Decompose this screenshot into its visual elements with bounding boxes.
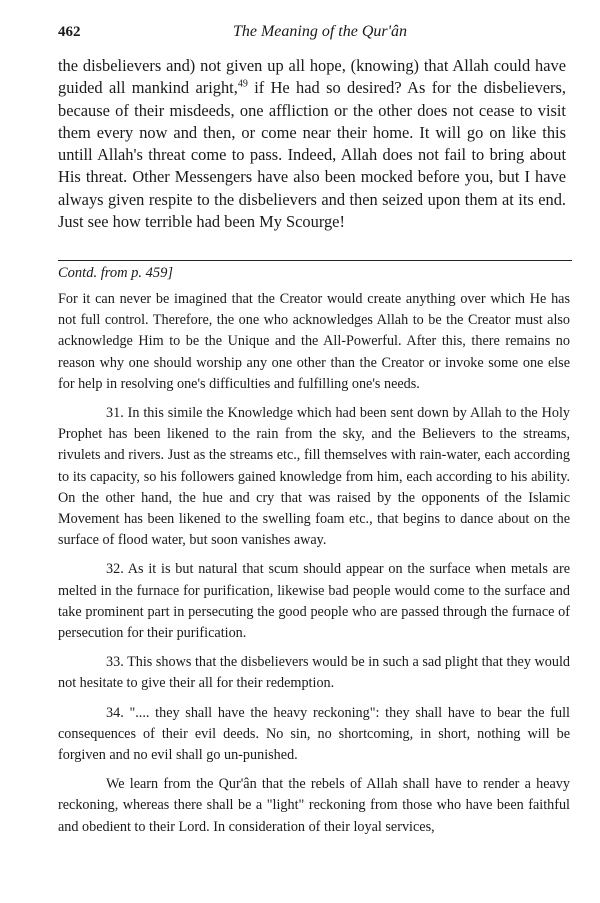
note-paragraph: We learn from the Qur'ân that the rebels of Allah shall have to render a heavy reckoning, whereas there shall be a "light" reckoning from those who have been faithful and obedient to their Lord. In consideration of their loyal services, (58, 776, 570, 835)
running-title: The Meaning of the Qur'ân (232, 23, 408, 40)
main-text-part-2: if He had so desired? As for the disbelievers, because of their misdeeds, one affliction or the other does not cease to visit them every now and then, or come near their home. It will go on like this untill Allah's threat come to pass. Indeed, Allah does not fail to bring about His threat. Other Messengers have also been mocked before you, but I have always given respite to the disbelievers and then seized upon them at its end. Just see how terrible had been My Scourge! (58, 78, 566, 232)
note-34: 34. ".... they shall have the heavy reckoning": they shall have to bear the full consequences of their evil deeds. No sin, no shortcoming, in short, nothing will be forgiven and no evil shall go un-punished. (58, 704, 570, 764)
note-paragraph: For it can never be imagined that the Creator would create anything over which He has not full control. Therefore, the one who acknowledges Allah to be the Creator must also acknowledge Him to be the Unique and the All-Powerful. After this, there remains no reason why one should worship any one other than the Creator or invoke some one else for help in resolving one's difficulties and fulfilling one's needs. (58, 291, 570, 392)
note-32: 32. As it is but natural that scum should appear on the surface when metals are melted in the furnace for purification, likewise bad people would come to the surface and take prominent part in persecuting the good people who are passed through the furnace of persecution for their purification. (58, 561, 570, 642)
continued-label: Contd. from p. 459] (58, 265, 174, 281)
footnote-reference: 49 (237, 78, 248, 90)
footnote-divider (58, 260, 572, 261)
page-number: 462 (58, 24, 81, 40)
main-text (58, 55, 566, 233)
note-33: 33. This shows that the disbelievers would be in such a sad plight that they would not hesitate to give their all for their redemption. (58, 654, 570, 692)
commentary-notes (58, 289, 570, 846)
note-31: 31. In this simile the Knowledge which had been sent down by Allah to the Holy Prophet has been likened to the rain from the sky, and the Believers to the streams, rivulets and rivers. Just as the streams etc., fill themselves with rain-water, each according to its capacity, so his followers gained knowledge from him, each according to his ability. On the other hand, the hue and cry that was raised by the opponents of the Islamic Movement has been likened to the swelling foam etc., that begins to dance about on the surface of flood water, but soon vanishes away. (58, 405, 570, 549)
main-text-part-1: the disbelievers and) not given up all hope, (knowing) that Allah could have guided all mankind aright, (58, 56, 566, 98)
